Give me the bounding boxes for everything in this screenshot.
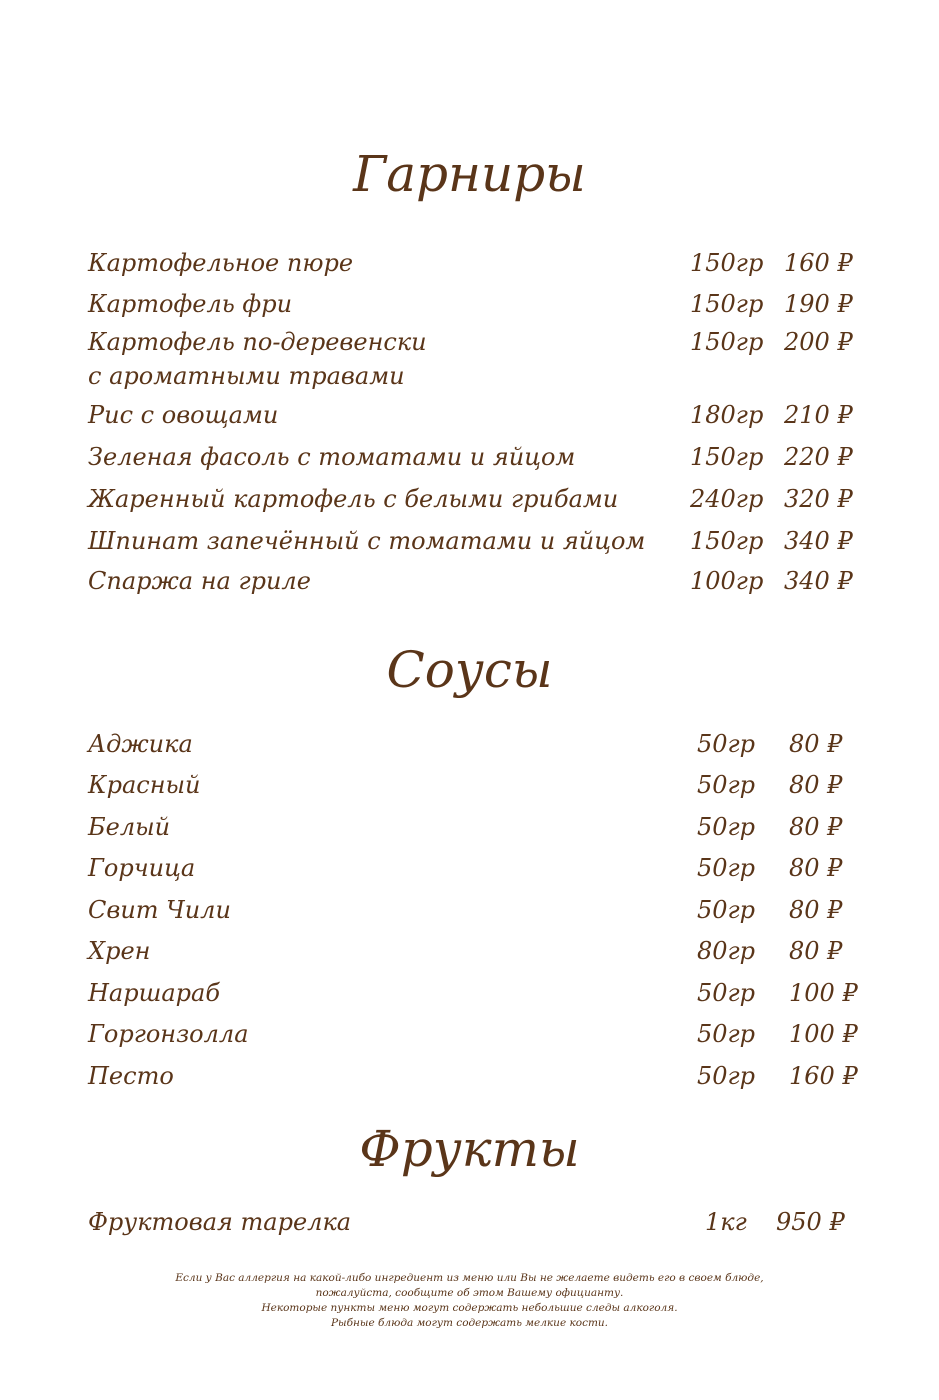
item-name: Горгонзолла bbox=[88, 1020, 249, 1048]
item-name: Жаренный картофель с белыми грибами bbox=[88, 485, 619, 513]
item-weight: 50гр bbox=[697, 896, 756, 924]
item-weight: 150гр bbox=[690, 443, 764, 471]
section-title-sauces: Соусы bbox=[386, 641, 553, 699]
item-name: Свит Чили bbox=[88, 896, 231, 924]
item-weight: 150гр bbox=[690, 290, 764, 318]
item-name: Горчица bbox=[88, 854, 196, 882]
item-price: 200 ₽ bbox=[784, 328, 853, 356]
item-weight: 1кг bbox=[705, 1208, 747, 1236]
item-name: Фруктовая тарелка bbox=[88, 1208, 352, 1236]
allergy-notice bbox=[0, 1271, 939, 1331]
item-name: Наршараб bbox=[88, 979, 220, 1007]
item-name: Песто bbox=[88, 1062, 174, 1090]
item-price: 210 ₽ bbox=[784, 401, 853, 429]
item-price: 80 ₽ bbox=[789, 730, 843, 758]
item-weight: 50гр bbox=[697, 979, 756, 1007]
item-price: 160 ₽ bbox=[784, 249, 853, 277]
item-weight: 240гр bbox=[690, 485, 764, 513]
section-title-garnishes: Гарниры bbox=[353, 145, 586, 203]
item-name: Белый bbox=[88, 813, 171, 841]
item-name: Картофель фри bbox=[88, 290, 293, 318]
item-price: 320 ₽ bbox=[784, 485, 853, 513]
footer-line: Рыбные блюда могут содержать мелкие кости. bbox=[330, 1317, 609, 1329]
item-price: 80 ₽ bbox=[789, 813, 843, 841]
item-price: 950 ₽ bbox=[776, 1208, 845, 1236]
item-weight: 50гр bbox=[697, 813, 756, 841]
item-name: Хрен bbox=[88, 937, 151, 965]
item-weight: 50гр bbox=[697, 730, 756, 758]
footer-line: пожалуйста, сообщите об этом Вашему официанту. bbox=[315, 1287, 624, 1299]
item-name: Шпинат запечённый с томатами и яйцом bbox=[88, 527, 646, 555]
item-weight: 50гр bbox=[697, 1062, 756, 1090]
item-name bbox=[88, 325, 668, 393]
item-price: 340 ₽ bbox=[784, 527, 853, 555]
item-price: 80 ₽ bbox=[789, 937, 843, 965]
item-name: Спаржа на гриле bbox=[88, 567, 311, 595]
item-weight: 100гр bbox=[690, 567, 764, 595]
item-name: Красный bbox=[88, 771, 201, 799]
item-name: Зеленая фасоль с томатами и яйцом bbox=[88, 443, 576, 471]
footer-line: Если у Вас аллергия на какой-либо ингредиент из меню или Вы не желаете видеть его в своем блюде, bbox=[175, 1272, 764, 1284]
item-price: 100 ₽ bbox=[789, 979, 858, 1007]
item-price: 160 ₽ bbox=[789, 1062, 858, 1090]
footer-line: Некоторые пункты меню могут содержать небольшие следы алкоголя. bbox=[261, 1302, 678, 1314]
item-price: 340 ₽ bbox=[784, 567, 853, 595]
item-weight: 50гр bbox=[697, 1020, 756, 1048]
section-title-fruits: Фрукты bbox=[359, 1120, 580, 1178]
item-weight: 180гр bbox=[690, 401, 764, 429]
item-price: 220 ₽ bbox=[784, 443, 853, 471]
item-weight: 150гр bbox=[690, 249, 764, 277]
item-name: Картофельное пюре bbox=[88, 249, 354, 277]
item-weight: 150гр bbox=[690, 328, 764, 356]
item-name: Рис с овощами bbox=[88, 401, 279, 429]
item-name-line2: с ароматными травами bbox=[88, 362, 405, 390]
item-price: 80 ₽ bbox=[789, 854, 843, 882]
item-price: 80 ₽ bbox=[789, 896, 843, 924]
item-price: 100 ₽ bbox=[789, 1020, 858, 1048]
item-name-line1: Картофель по-деревенски bbox=[88, 328, 427, 356]
item-price: 80 ₽ bbox=[789, 771, 843, 799]
item-price: 190 ₽ bbox=[784, 290, 853, 318]
item-weight: 50гр bbox=[697, 854, 756, 882]
item-name: Аджика bbox=[88, 730, 193, 758]
item-weight: 80гр bbox=[697, 937, 756, 965]
item-weight: 50гр bbox=[697, 771, 756, 799]
item-weight: 150гр bbox=[690, 527, 764, 555]
